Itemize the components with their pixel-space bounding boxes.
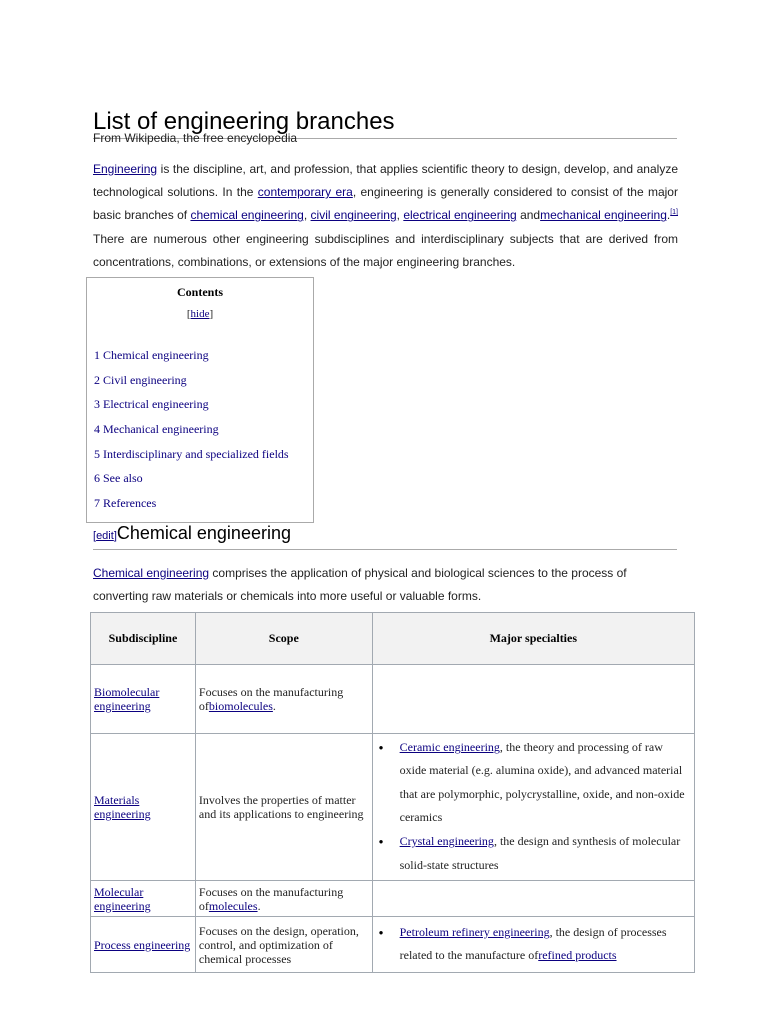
column-header-scope: Scope <box>195 613 372 665</box>
section-paragraph <box>93 562 678 608</box>
link-molecules[interactable]: molecules <box>208 898 258 913</box>
link-biomolecular-engineering[interactable]: Biomolecular engineering <box>94 685 160 713</box>
page-title: List of engineering branches <box>93 108 677 139</box>
specialty-text: , the design and synthesis of molecular solid-state structures <box>399 834 681 872</box>
specialty-item <box>400 921 691 968</box>
toc-list <box>94 348 289 521</box>
column-header-subdiscipline: Subdiscipline <box>91 613 196 665</box>
intro-text: , engineering is generally considered to consist of the major basic branches of <box>93 185 678 223</box>
page-subtitle: From Wikipedia, the free encyclopedia <box>93 131 298 145</box>
toc-item-see-also[interactable]: 6 See also <box>94 471 143 486</box>
subdiscipline-cell <box>91 917 196 973</box>
column-header-specialties: Major specialties <box>372 613 694 665</box>
link-petroleum-refinery-engineering[interactable]: Petroleum refinery engineering <box>399 924 550 939</box>
specialty-item <box>400 736 691 829</box>
section-edit <box>93 530 117 542</box>
specialties-list <box>376 736 691 877</box>
specialties-cell <box>372 734 694 881</box>
intro-separator: , <box>303 208 311 223</box>
intro-text: and <box>516 208 541 223</box>
link-electrical-engineering[interactable]: electrical engineering <box>403 208 517 223</box>
table-row <box>91 665 695 734</box>
table-row <box>91 881 695 917</box>
specialty-item <box>400 830 691 877</box>
link-ceramic-engineering[interactable]: Ceramic engineering <box>399 740 500 755</box>
toc-bracket: ] <box>209 308 214 320</box>
link-engineering[interactable]: Engineering <box>93 162 158 176</box>
toc-item-interdisciplinary[interactable]: 5 Interdisciplinary and specialized fields <box>94 446 289 461</box>
toc-hide-control <box>87 308 313 320</box>
scope-text: Focuses on the manufacturing of <box>198 685 344 713</box>
specialty-text: , the theory and processing of raw oxide material (e.g. alumina oxide), and advanced material that are polymorphic, polycrystalline, oxide, and non-oxide ceramics <box>399 740 685 824</box>
toc-item-chemical[interactable]: 1 Chemical engineering <box>94 348 209 362</box>
scope-cell <box>195 665 372 734</box>
subdiscipline-cell <box>91 665 196 734</box>
specialty-text: , the design of processes related to the manufacture of <box>399 924 667 962</box>
link-chemical-engineering[interactable]: chemical engineering <box>190 208 304 223</box>
link-process-engineering[interactable]: Process engineering <box>94 937 191 952</box>
scope-text: Focuses on the manufacturing of <box>198 884 344 913</box>
link-crystal-engineering[interactable]: Crystal engineering <box>399 834 494 849</box>
table-row <box>91 917 695 973</box>
toc-item-electrical[interactable]: 3 Electrical engineering <box>94 397 209 412</box>
intro-text: There are numerous other engineering subdisciplines and interdisciplinary subjects that are derived from concentrations, combinations, or extensions of the major engineering branches. <box>93 231 678 269</box>
intro-separator: , <box>396 208 404 223</box>
edit-bracket: [ <box>93 530 97 542</box>
toc-title: Contents <box>176 285 223 299</box>
table-header-row <box>91 613 695 665</box>
edit-bracket: ] <box>113 530 117 542</box>
scope-cell <box>195 881 372 917</box>
specialties-cell <box>372 665 694 734</box>
scope-cell: Focuses on the design, operation, control, and optimization of chemical processes <box>195 917 372 973</box>
toc-bracket: [ <box>186 308 191 320</box>
section-heading-chemical <box>93 522 677 550</box>
intro-paragraph <box>93 158 678 274</box>
subdiscipline-cell <box>91 881 196 917</box>
toc-hide-button[interactable]: hide <box>190 308 210 320</box>
scope-cell: Involves the properties of matter and its applications to engineering <box>195 734 372 881</box>
link-civil-engineering[interactable]: civil engineering <box>310 208 397 223</box>
link-refined-products[interactable]: refined products <box>538 948 617 962</box>
table-of-contents <box>86 277 314 523</box>
specialties-cell <box>372 917 694 973</box>
toc-item-civil[interactable]: 2 Civil engineering <box>94 372 187 387</box>
scope-end: . <box>272 699 276 713</box>
subdiscipline-table <box>90 612 695 973</box>
section-paragraph-text: comprises the application of physical and biological sciences to the process of converting raw materials or chemicals into more useful or valuable forms. <box>93 566 627 604</box>
link-chemical-engineering-section[interactable]: Chemical engineering <box>93 566 210 580</box>
intro-text: is the discipline, art, and profession, that applies scientific theory to design, develop, and analyze technological solutions. In the <box>93 162 678 200</box>
reference-link[interactable]: [1] <box>670 209 679 217</box>
toc-item-references[interactable]: 7 References <box>94 496 157 511</box>
section-edit-link[interactable]: edit <box>96 530 114 542</box>
subdiscipline-cell <box>91 734 196 881</box>
link-molecular-engineering[interactable]: Molecular engineering <box>94 884 151 913</box>
table-row <box>91 734 695 881</box>
toc-item-mechanical[interactable]: 4 Mechanical engineering <box>94 422 219 437</box>
link-materials-engineering[interactable]: Materials engineering <box>94 793 151 821</box>
specialties-list <box>376 921 691 968</box>
link-contemporary-era[interactable]: contemporary era <box>257 185 353 200</box>
link-biomolecules[interactable]: biomolecules <box>208 699 273 713</box>
section-heading-text: Chemical engineering <box>116 523 291 543</box>
scope-end: . <box>257 898 261 913</box>
intro-text: . <box>666 208 671 223</box>
specialties-cell <box>372 881 694 917</box>
link-mechanical-engineering[interactable]: mechanical engineering <box>540 208 667 223</box>
